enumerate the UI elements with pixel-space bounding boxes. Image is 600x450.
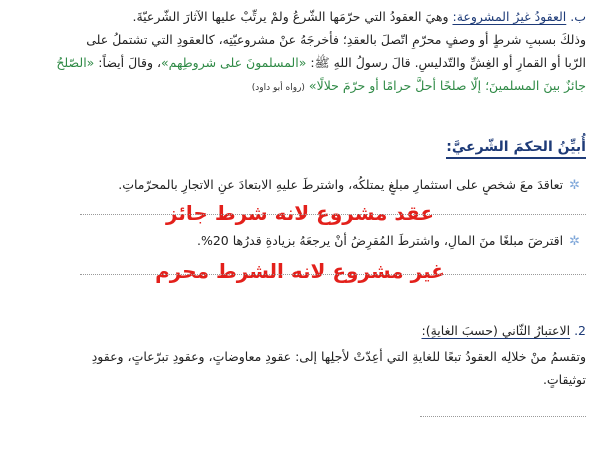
answer-1: عقد مشروع لانه شرط جائز <box>165 201 435 225</box>
section-2-title: الاعتبارُ الثّاني (حسبَ الغايةِ): <box>421 323 571 338</box>
section-b-line-4 <box>14 77 586 97</box>
question-1 <box>14 176 580 195</box>
section-2-title-line <box>14 322 586 340</box>
hadith-quote-1: «المسلمونَ على شروطِهم» <box>161 55 307 70</box>
sparkle-icon: ✲ <box>569 234 580 249</box>
hadith-quote-2-mid: جائزٌ بينَ المسلمينَ؛ <box>481 78 586 93</box>
answer-line-1 <box>80 214 586 215</box>
section-b-line-3 <box>14 54 586 72</box>
hadith-quote-2-end: إلّا صلحًا أحلَّ حرامًا أو حرّمَ حلالًا» <box>308 78 482 93</box>
ruling-heading: أُبيِّنُ الحكمَ الشّرعيَّ: <box>446 138 586 159</box>
section-b-line-2: وذلكَ بسببِ شرطٍ أو وصفٍ محرّمٍ اتّصلَ بالعقدِ؛ فأخرجَهُ عنْ مشروعيّتِه، كالعقودِ التي تشتملُ على <box>86 32 586 47</box>
answer-2: غير مشروع لانه الشرط محرم <box>155 259 445 283</box>
hadith-quote-2-start: «الصّلحُ <box>56 55 95 70</box>
section-2-line-2: توثيقاتٍ. <box>542 372 586 387</box>
answer-line-2 <box>80 274 586 275</box>
section-b-marker: ب. <box>570 9 586 24</box>
line3-start: الرّبا أو القمارِ أو الغِشِّ والتّدليسِ. قالَ رسولُ اللهِ ﷺ: <box>306 55 586 70</box>
line3-mid: ، وقالَ أيضاً: <box>94 55 161 70</box>
section-b-definition: وهيَ العقودُ التي حرّمَها الشّرعُ ولمْ يرتِّبْ عليها الآثارَ الشّرعيّةَ. <box>132 9 449 24</box>
sparkle-icon: ✲ <box>569 178 580 193</box>
question-2 <box>14 232 580 251</box>
section-b-line-1 <box>14 8 586 26</box>
question-1-text: تعاقدَ معَ شخصٍ على استثمارِ مبلغٍ يمتلكُه، واشترطَ عليهِ الابتعادَ عنِ الاتجارِ بالمحرّماتِ. <box>118 177 564 192</box>
section-2-line-1: وتقسمُ منْ خلالِه العقودُ تبعًا للغايةِ التي أُعِدّتْ لأجلِها إلى: عقودِ معاوضاتٍ، وعقودِ تبرّعاتٍ، وعقودِ <box>91 349 586 364</box>
question-2-text: اقترضَ مبلغًا منَ المالِ، واشترطَ المُقرِضُ أنْ يرجعَهُ بزيادةِ قدرُها 20%. <box>196 233 564 248</box>
section-2-number: 2. <box>574 323 586 338</box>
writing-line <box>420 416 586 417</box>
section-b-term: العقودُ غيرُ المشروعة: <box>452 9 567 24</box>
hadith-citation: (رواه أبو داود) <box>251 83 305 93</box>
